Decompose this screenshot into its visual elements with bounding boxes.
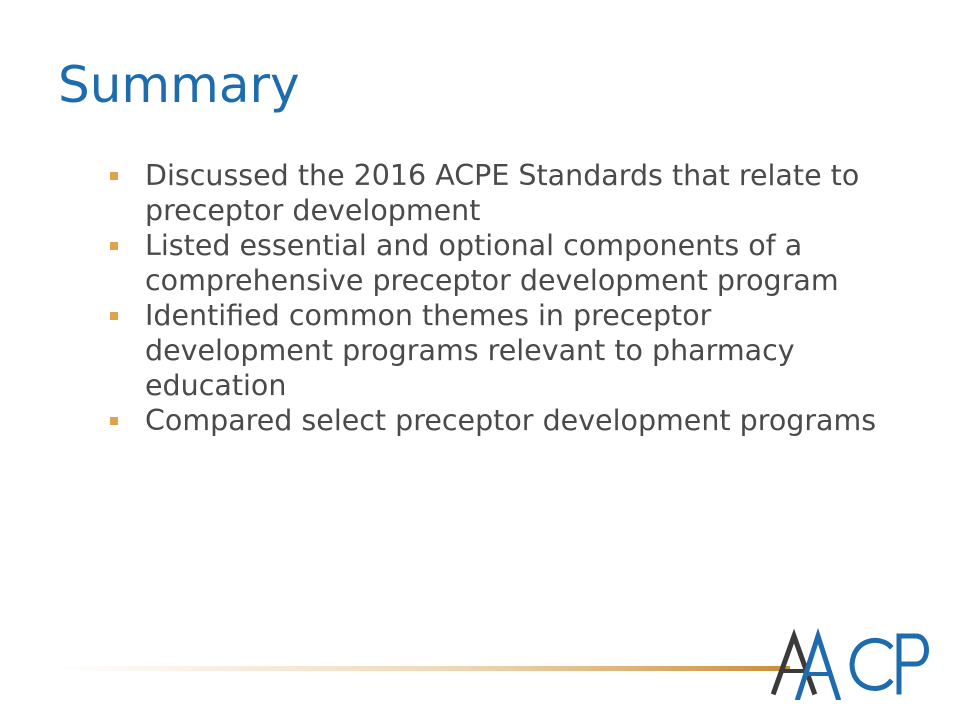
square-bullet-icon — [110, 312, 118, 320]
bullet-list — [110, 158, 900, 438]
bullet-item — [110, 158, 900, 228]
bullet-text: Compared select preceptor development programs — [145, 404, 877, 437]
bullet-item — [110, 298, 900, 403]
footer-divider-line — [55, 666, 790, 671]
bullet-text: Listed essential and optional components of a comprehensive preceptor development program — [145, 229, 839, 297]
square-bullet-icon — [110, 242, 118, 250]
bullet-item — [110, 228, 900, 298]
bullet-text: Discussed the 2016 ACPE Standards that relate to preceptor development — [145, 159, 860, 227]
square-bullet-icon — [110, 417, 118, 425]
square-bullet-icon — [110, 172, 118, 180]
aacp-logo — [768, 628, 936, 700]
bullet-text: Identified common themes in preceptor development programs relevant to pharmacy education — [145, 299, 795, 402]
slide-title: Summary — [58, 56, 300, 114]
bullet-item — [110, 403, 900, 438]
